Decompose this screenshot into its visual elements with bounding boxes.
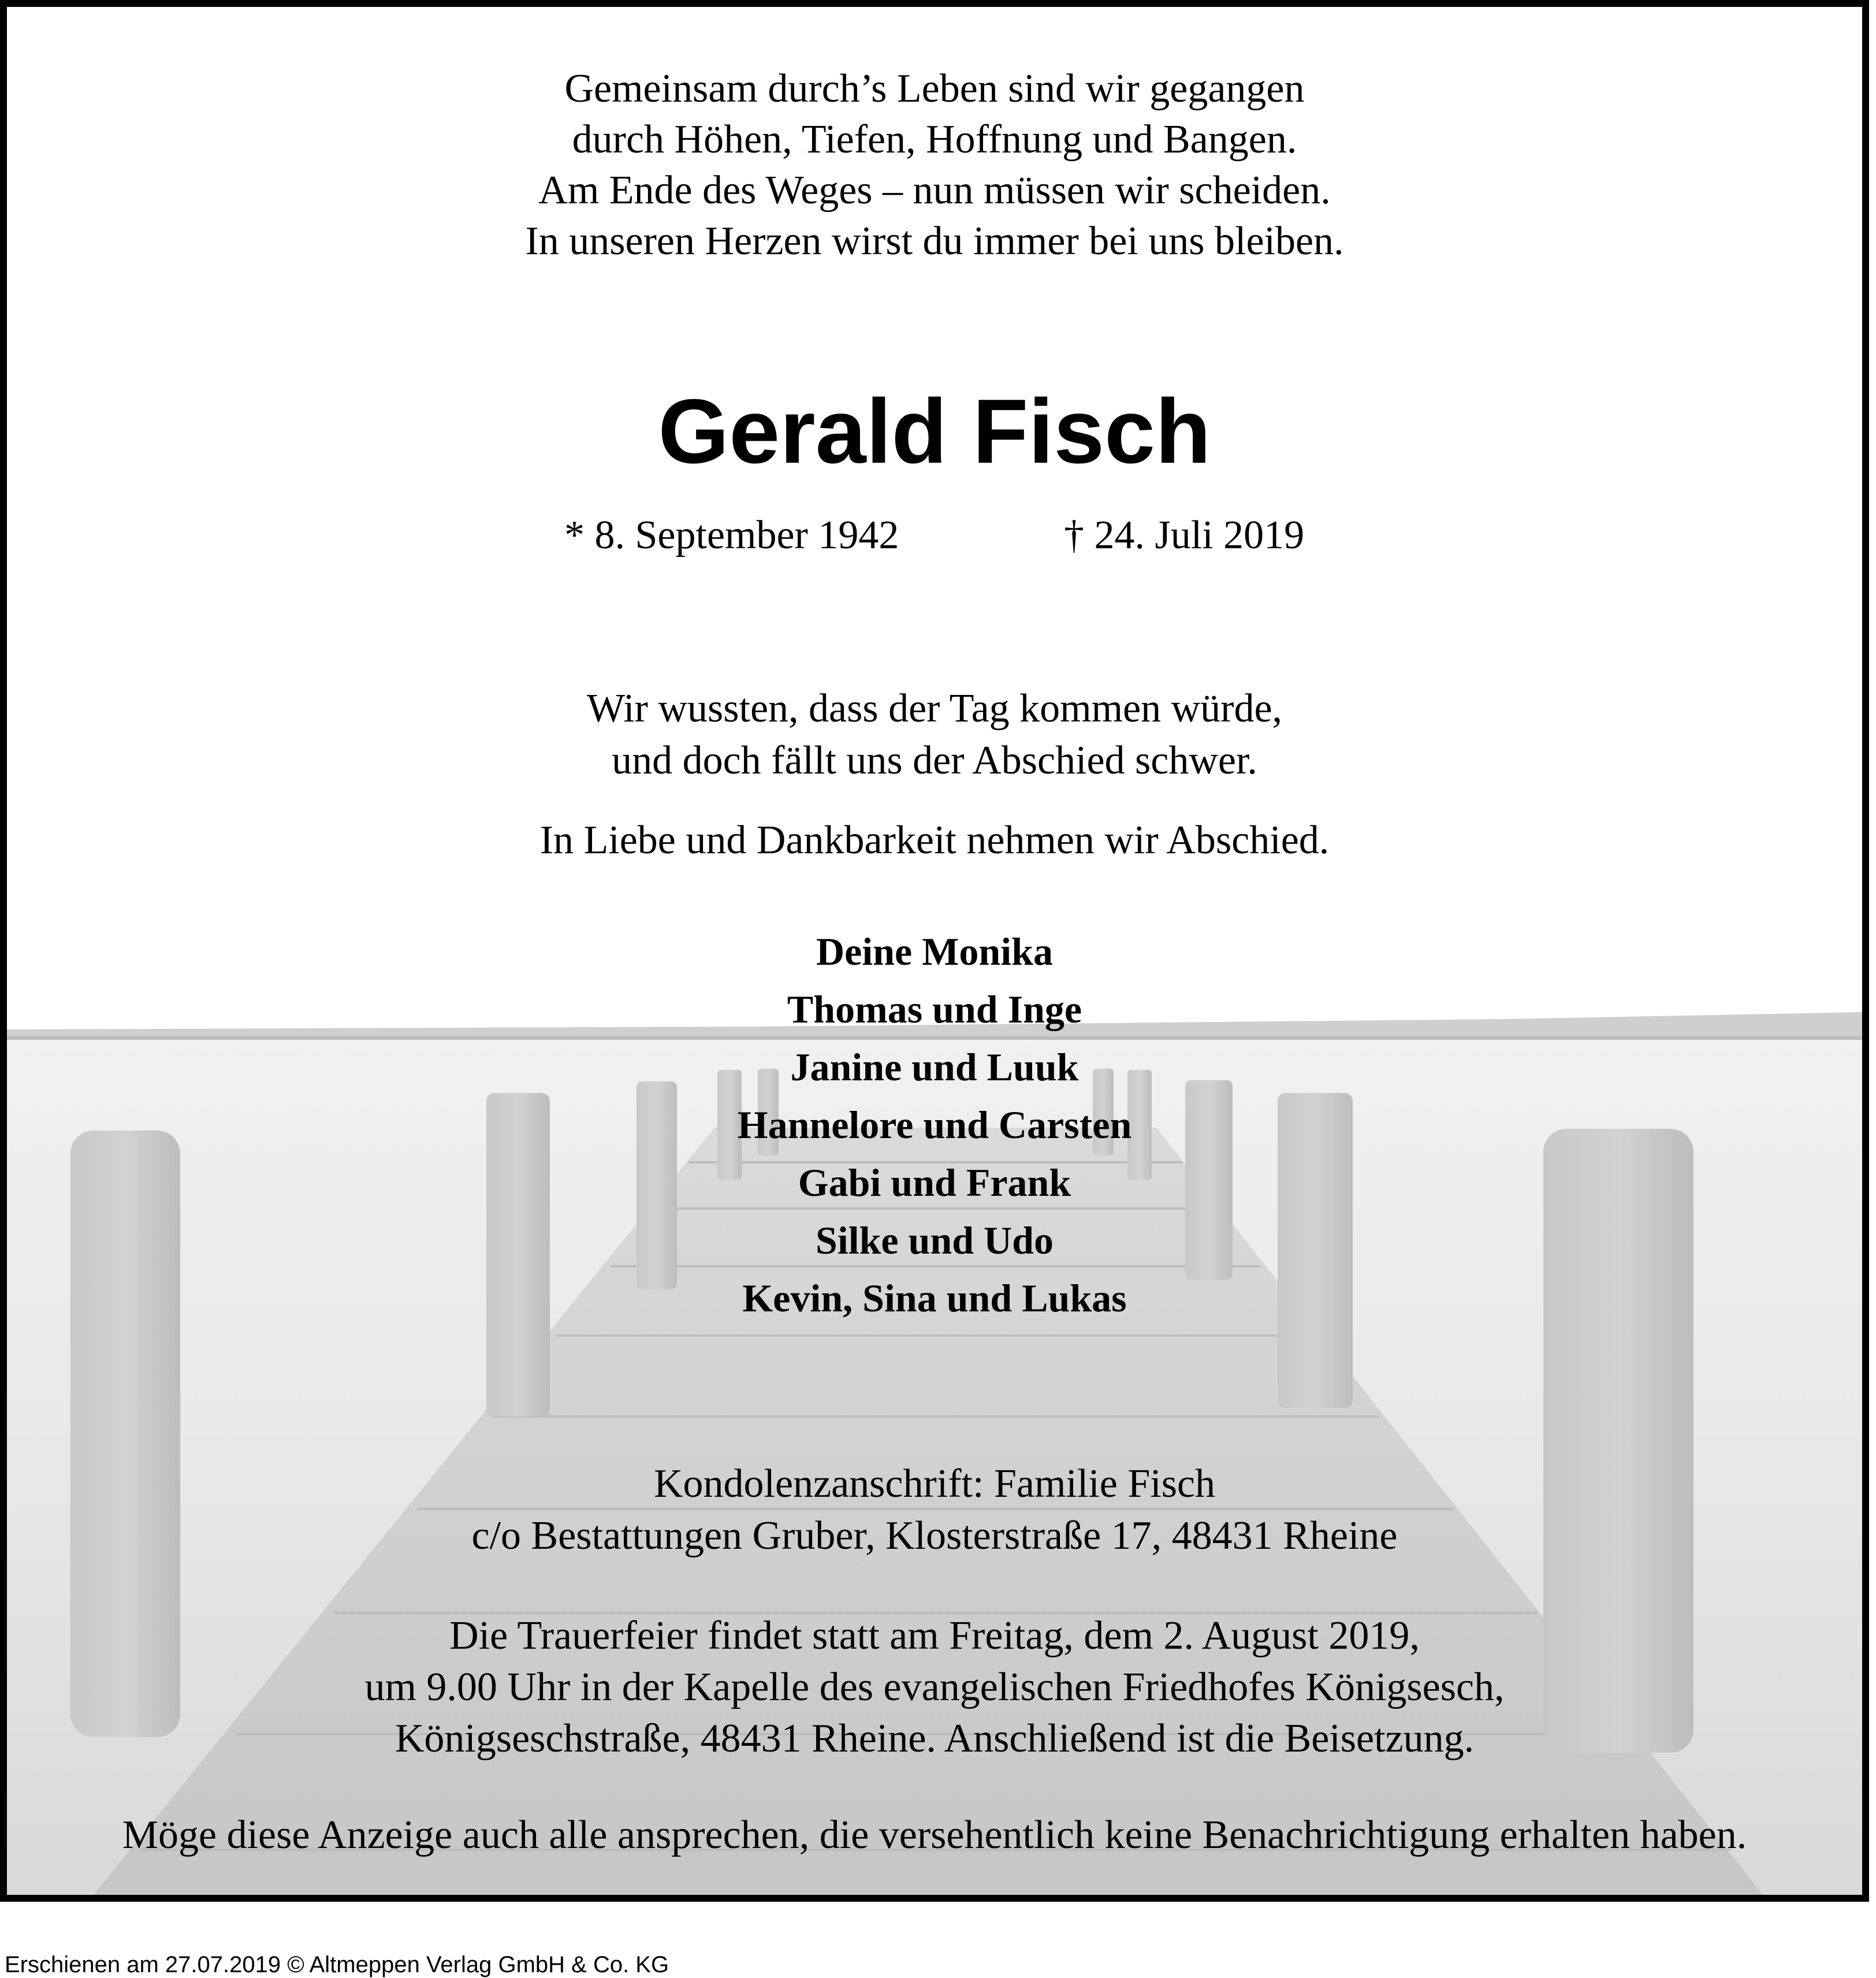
deceased-name: Gerald Fisch	[658, 381, 1211, 482]
condolence-address	[7, 1458, 1862, 1562]
quote-line: Wir wussten, dass der Tag kommen würde,	[586, 686, 1283, 731]
notification-notice: Möge diese Anzeige auch alle ansprechen, die versehentlich keine Benachrichtigung erhalten haben.	[122, 1813, 1747, 1857]
funeral-line: Die Trauerfeier findet statt am Freitag, dem 2. August 2019,	[449, 1613, 1420, 1658]
poem-line: Gemeinsam durch’s Leben sind wir gegangen	[564, 66, 1305, 111]
publication-footer: Erschienen am 27.07.2019 © Altmeppen Verlag GmbH & Co. KG	[5, 1952, 669, 1977]
mourner-name: Janine und Luuk	[790, 1045, 1079, 1089]
mourner-name: Hannelore und Carsten	[737, 1103, 1132, 1147]
funeral-line: Königseschstraße, 48431 Rheine. Anschließend ist die Beisetzung.	[394, 1716, 1475, 1761]
quote-line: und doch fällt uns der Abschied schwer.	[612, 738, 1257, 783]
mourner-name: Thomas und Inge	[787, 987, 1082, 1031]
mourner-name: Deine Monika	[816, 929, 1053, 973]
poem-line: Am Ende des Weges – nun müssen wir scheiden.	[538, 168, 1331, 213]
farewell-statement: In Liebe und Dankbarkeit nehmen wir Abschied.	[539, 818, 1330, 862]
mourners-list	[7, 923, 1862, 1327]
poem	[7, 64, 1862, 267]
poem-line: In unseren Herzen wirst du immer bei uns bleiben.	[525, 219, 1344, 263]
mourner-name: Silke und Udo	[816, 1218, 1054, 1262]
funeral-info	[7, 1610, 1862, 1764]
condolence-line: Kondolenzanschrift: Familie Fisch	[653, 1462, 1216, 1506]
birth-date: * 8. September 1942	[564, 513, 899, 557]
poem-line: durch Höhen, Tiefen, Hoffnung und Bangen.	[572, 117, 1297, 162]
funeral-line: um 9.00 Uhr in der Kapelle des evangelischen Friedhofes Königsesch,	[364, 1665, 1505, 1709]
condolence-line: c/o Bestattungen Gruber, Klosterstraße 17, 48431 Rheine	[471, 1514, 1398, 1558]
death-date: † 24. Juli 2019	[1064, 513, 1305, 557]
farewell-quote	[7, 683, 1862, 787]
mourner-name: Kevin, Sina und Lukas	[742, 1276, 1127, 1320]
mourner-name: Gabi und Frank	[798, 1161, 1071, 1204]
